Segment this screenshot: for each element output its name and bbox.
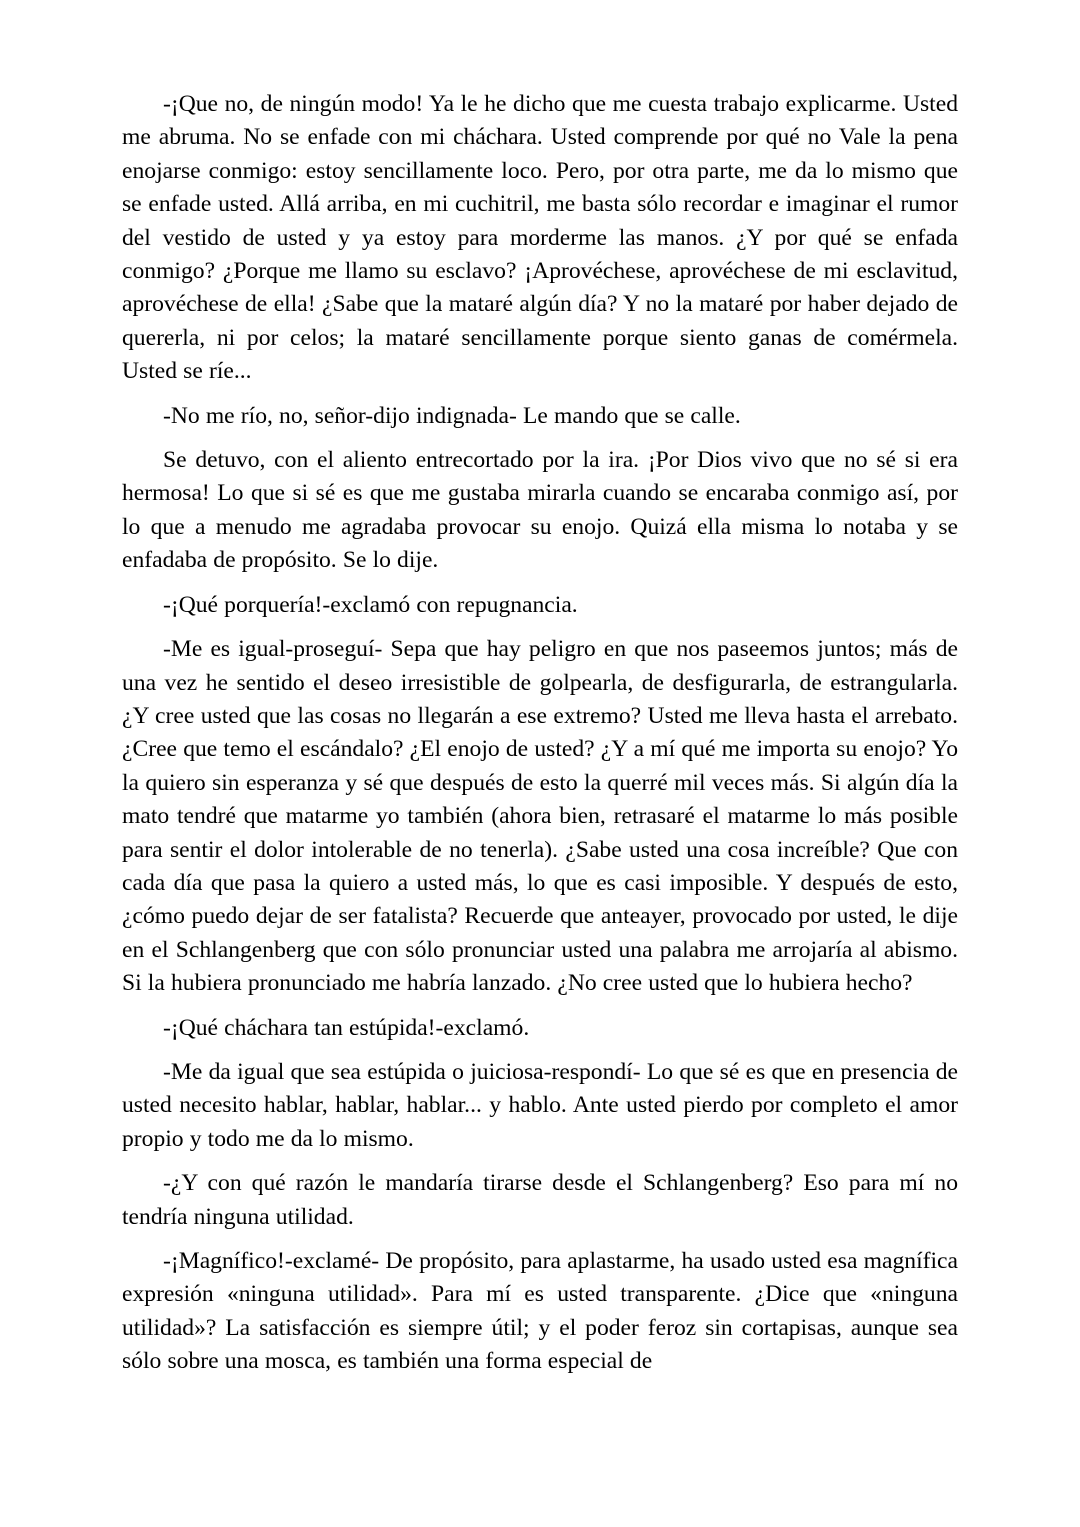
paragraph: -Me da igual que sea estúpida o juiciosa-respondí- Lo que sé es que en presencia de usted necesito hablar, hablar, hablar... y hablo. Ante usted pierdo por completo el amor propio y todo me da lo mismo.: [122, 1058, 958, 1152]
paragraph: -¿Y con qué razón le mandaría tirarse desde el Schlangenberg? Eso para mí no tendría ninguna utilidad.: [122, 1170, 958, 1230]
paragraph: -¡Qué cháchara tan estúpida!-exclamó.: [163, 1014, 530, 1041]
paragraph: -No me río, no, señor-dijo indignada- Le mando que se calle.: [163, 402, 741, 429]
paragraph: -¡Magnífico!-exclamé- De propósito, para aplastarme, ha usado usted esa magnífica expresión «ninguna utilidad». Para mí es usted transparente. ¿Dice que «ninguna utilidad»? La satisfacción es siempre útil; y el poder feroz sin cortapisas, aunque sea sólo sobre una mosca, es también una forma especial de: [122, 1248, 958, 1375]
paragraph: -¡Qué porquería!-exclamó con repugnancia.: [163, 591, 578, 618]
paragraph: -Me es igual-proseguí- Sepa que hay peligro en que nos paseemos juntos; más de una vez he sentido el deseo irresistible de golpearla, de desfigurarla, de estrangularla. ¿Y cree usted que las cosas no llegarán a ese extremo? Usted me lleva hasta el arrebato. ¿Cree que temo el escándalo? ¿El enojo de usted? ¿Y a mí qué me importa su enojo? Yo la quiero sin esperanza y sé que después de esto la querré mil veces más. Si algún día la mato tendré que matarme yo también (ahora bien, retrasaré el matarme lo más posible para sentir el dolor intolerable de no tenerla). ¿Sabe usted una cosa increíble? Que con cada día que pasa la quiero a usted más, lo que es casi imposible. Y después de esto, ¿cómo puedo dejar de ser fatalista? Recuerde que anteayer, provocado por usted, le dije en el Schlangenberg que con sólo pronunciar usted una palabra me arrojaría al abismo. Si la hubiera pronunciado me habría lanzado. ¿No cree usted que lo hubiera hecho?: [122, 636, 958, 997]
paragraph: -¡Que no, de ningún modo! Ya le he dicho que me cuesta trabajo explicarme. Usted me abruma. No se enfade con mi cháchara. Usted comprende por qué no Vale la pena enojarse conmigo: estoy sencillamente loco. Pero, por otra parte, me da lo mismo que se enfade usted. Allá arriba, en mi cuchitril, me basta sólo recordar e imaginar el rumor del vestido de usted y ya estoy para morderme las manos. ¿Y por qué se enfada conmigo? ¿Porque me llamo su esclavo? ¡Aprovéchese, aprovéchese de mi esclavitud, aprovéchese de ella! ¿Sabe que la mataré algún día? Y no la mataré por haber dejado de quererla, ni por celos; la mataré sencillamente porque siento ganas de comérmela. Usted se ríe...: [122, 91, 958, 385]
paragraph: Se detuvo, con el aliento entrecortado por la ira. ¡Por Dios vivo que no sé si era hermosa! Lo que si sé es que me gustaba mirarla cuando se encaraba conmigo así, por lo que a menudo me agradaba provocar su enojo. Quizá ella misma lo notaba y se enfadaba de propósito. Se lo dije.: [122, 447, 958, 574]
body-text-column: [122, 88, 958, 1379]
